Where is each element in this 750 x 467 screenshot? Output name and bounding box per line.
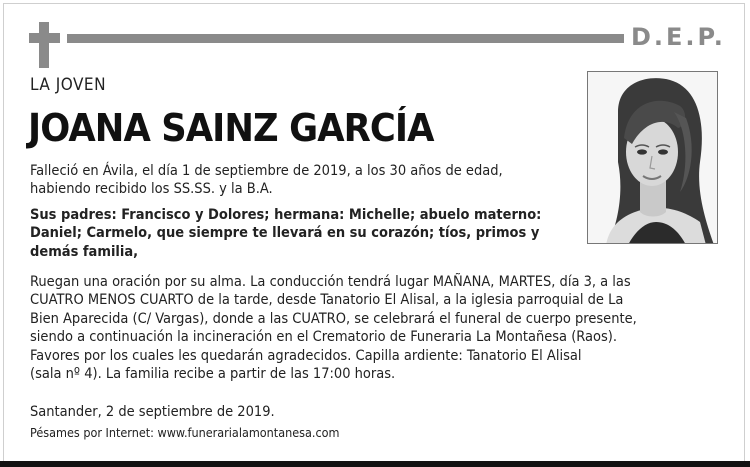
ceremony-line: Ruegan una oración por su alma. La conducción tendrá lugar MAÑANA, MARTES, día 3, a las xyxy=(30,274,631,290)
ceremony-line: Bien Aparecida (C/ Vargas), donde a las CUATRO, se celebrará el funeral de cuerpo presente, xyxy=(30,310,637,327)
header-rule xyxy=(67,34,624,43)
portrait-icon xyxy=(588,72,718,244)
portrait-photo xyxy=(587,71,718,244)
family-line: demás familia, xyxy=(30,243,139,260)
bottom-rule xyxy=(0,461,750,467)
cross-icon xyxy=(39,22,49,68)
dep-label: D.E.P. xyxy=(631,23,726,51)
place-date: Santander, 2 de septiembre de 2019. xyxy=(30,404,275,420)
family-paragraph xyxy=(30,206,541,261)
ceremony-line: siendo a continuación la incineración en el Crematorio de Funeraria La Montañesa (Raos). xyxy=(30,329,618,346)
deceased-name: JOANA SAINZ GARCÍA xyxy=(28,106,434,150)
ceremony-line: (sala nº 4). La familia recibe a partir de las 17:00 horas. xyxy=(30,366,396,383)
ceremony-line: CUATRO MENOS CUARTO de la tarde, desde Tanatorio El Alisal, a la iglesia parroquial de La xyxy=(30,292,624,309)
family-line: Daniel; Carmelo, que siempre te llevará en su corazón; tíos, primos y xyxy=(30,225,540,242)
intro-label: LA JOVEN xyxy=(30,75,107,95)
death-line: habiendo recibido los SS.SS. y la B.A. xyxy=(30,181,273,198)
death-line: Falleció en Ávila, el día 1 de septiembre de 2019, a los 30 años de edad, xyxy=(30,163,503,179)
ceremony-line: Favores por los cuales les quedarán agradecidos. Capilla ardiente: Tanatorio El Alisal xyxy=(30,347,582,364)
death-paragraph xyxy=(30,162,503,199)
ceremony-paragraph xyxy=(30,273,637,383)
cross-icon-bar xyxy=(29,33,60,43)
family-line: Sus padres: Francisco y Dolores; hermana: Michelle; abuelo materno: xyxy=(30,207,542,223)
condolences-line: Pésames por Internet: www.funerarialamontanesa.com xyxy=(30,425,340,440)
